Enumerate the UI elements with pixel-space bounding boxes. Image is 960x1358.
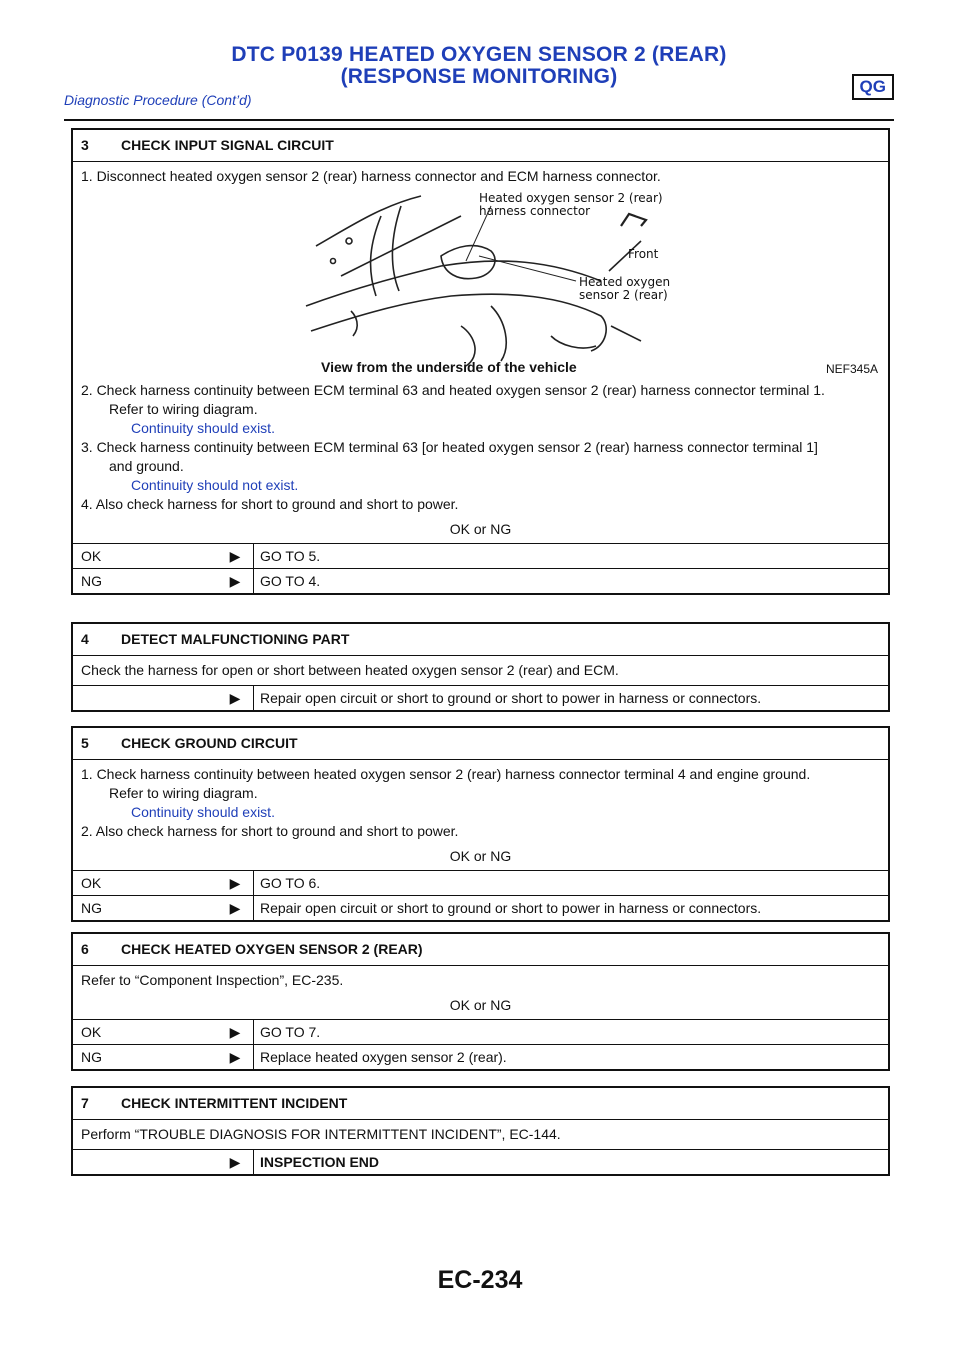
step-4-title: 4 DETECT MALFUNCTIONING PART	[81, 631, 350, 647]
arrow-right-icon: ▶	[229, 900, 241, 916]
result-row-ng: NG ▶ GO TO 4.	[73, 568, 888, 593]
step-7-block	[71, 1086, 890, 1176]
engine-badge: QG	[852, 74, 894, 100]
page-title-line1: DTC P0139 HEATED OXYGEN SENSOR 2 (REAR)	[231, 43, 727, 66]
figure-code: NEF345A	[825, 362, 878, 376]
result-row-ng: NG ▶ Replace heated oxygen sensor 2 (rear).	[73, 1044, 888, 1069]
step-5-title: 5 CHECK GROUND CIRCUIT	[81, 735, 298, 751]
page-subtitle: Diagnostic Procedure (Cont’d)	[64, 92, 252, 108]
step-3-line3: 3. Check harness continuity between ECM terminal 63 [or heated oxygen sensor 2 (rear) harness connector terminal 1]	[81, 439, 818, 455]
header-rule	[64, 119, 894, 121]
connector-label: Heated oxygen sensor 2 (rear) harness connector	[479, 191, 663, 218]
page-number: EC-234	[437, 1266, 523, 1294]
step-3-body: 1. Disconnect heated oxygen sensor 2 (rear) harness connector and ECM harness connector. Heated oxygen sensor 2 (rear) harness connector Front Heated oxygen sensor 2 (rear) View from the underside of the vehicle NEF345A 2. Check harness continuity between ECM terminal 63 and heated oxygen sensor 2 (rear) harness connector terminal 1. Refer to wiring diagram. Continuity should exist. 3. Check harness continuity between ECM terminal 63 [or heated oxygen sensor 2 (rear) harness connector terminal 1] and ground. Continuity should not exist. 4. Also check harness for short to ground and short to power. OK or NG	[73, 161, 888, 543]
step-3-block	[71, 128, 890, 595]
result-row-end: ▶ INSPECTION END	[73, 1149, 888, 1174]
step-5-block	[71, 726, 890, 922]
result-row-repair: ▶ Repair open circuit or short to ground or short to power in harness or connectors.	[73, 685, 888, 710]
arrow-right-icon: ▶	[229, 875, 241, 891]
step-7-title: 7 CHECK INTERMITTENT INCIDENT	[81, 1095, 348, 1111]
step-6-title: 6 CHECK HEATED OXYGEN SENSOR 2 (REAR)	[81, 941, 423, 957]
front-label: Front	[628, 247, 659, 261]
step-6-block	[71, 932, 890, 1071]
result-row-ng: NG ▶ Repair open circuit or short to ground or short to power in harness or connectors.	[73, 895, 888, 920]
arrow-right-icon: ▶	[229, 1024, 241, 1040]
arrow-right-icon: ▶	[229, 1154, 241, 1170]
arrow-right-icon: ▶	[229, 690, 241, 706]
spec-continuity-exist: Continuity should exist.	[131, 420, 275, 436]
step-7-line1: Perform “TROUBLE DIAGNOSIS FOR INTERMITTENT INCIDENT”, EC-144.	[73, 1119, 888, 1149]
ok-or-ng-label: OK or NG	[449, 521, 512, 537]
page-title-line2: (RESPONSE MONITORING)	[340, 65, 618, 88]
step-3-title: 3 CHECK INPUT SIGNAL CIRCUIT	[81, 137, 334, 153]
ok-or-ng-label: OK or NG	[449, 848, 512, 864]
step-3-line4: 4. Also check harness for short to ground and short to power.	[81, 496, 459, 512]
arrow-right-icon: ▶	[229, 548, 241, 564]
page-header	[64, 44, 894, 108]
result-row-ok: OK ▶ GO TO 7.	[73, 1019, 888, 1044]
result-row-ok: OK ▶ GO TO 6.	[73, 870, 888, 895]
ok-or-ng-label: OK or NG	[449, 997, 512, 1013]
step-4-block	[71, 622, 890, 712]
figure-caption: View from the underside of the vehicle	[321, 359, 577, 375]
step-5-body: 1. Check harness continuity between heated oxygen sensor 2 (rear) harness connector terminal 4 and engine ground. Refer to wiring diagram. Continuity should exist. 2. Also check harness for short to ground and short to power. OK or NG	[73, 759, 888, 870]
spec-continuity-exist: Continuity should exist.	[131, 804, 275, 820]
step-3-line1: 1. Disconnect heated oxygen sensor 2 (rear) harness connector and ECM harness connector.	[81, 168, 661, 184]
step-3-line2: 2. Check harness continuity between ECM terminal 63 and heated oxygen sensor 2 (rear) harness connector terminal 1.	[81, 382, 825, 398]
arrow-right-icon: ▶	[229, 573, 241, 589]
harness-connector-figure	[81, 186, 880, 381]
step-4-line1: Check the harness for open or short between heated oxygen sensor 2 (rear) and ECM.	[73, 655, 888, 685]
spec-continuity-not-exist: Continuity should not exist.	[131, 477, 299, 493]
sensor-label: Heated oxygen sensor 2 (rear)	[579, 275, 671, 302]
arrow-right-icon: ▶	[229, 1049, 241, 1065]
result-row-ok: OK ▶ GO TO 5.	[73, 543, 888, 568]
step-6-body: Refer to “Component Inspection”, EC-235. OK or NG	[73, 965, 888, 1019]
